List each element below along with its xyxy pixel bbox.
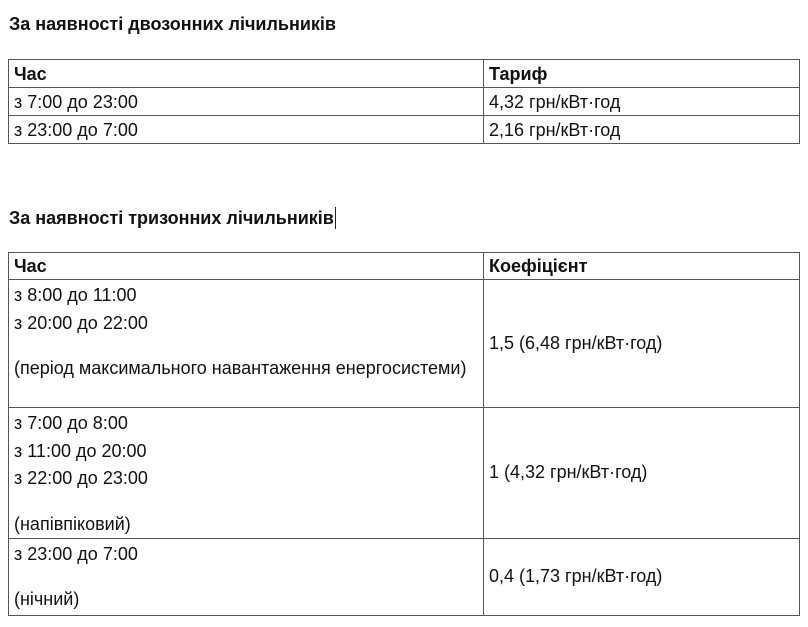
time-cell: [9, 538, 484, 615]
time-range: з 7:00 до 8:00: [14, 413, 128, 433]
three-zone-heading-text: За наявності тризонних лічильників: [9, 208, 334, 228]
table-header-row: [9, 253, 800, 280]
two-zone-heading: За наявності двозонних лічильників: [9, 14, 336, 34]
table-row: [9, 88, 800, 116]
time-cell: [9, 280, 484, 408]
table-row: [9, 408, 800, 539]
column-header-time: Час: [9, 253, 484, 280]
three-zone-coefficient-table: [8, 252, 800, 616]
column-header-time: Час: [9, 60, 484, 88]
tariff-cell: 4,32 грн/кВт·год: [484, 88, 800, 116]
two-zone-tariff-table: [8, 59, 800, 144]
three-zone-heading: [9, 207, 336, 229]
table-row: [9, 280, 800, 408]
table-row: [9, 538, 800, 615]
time-range: з 8:00 до 11:00: [14, 285, 137, 305]
column-header-tariff: Тариф: [484, 60, 800, 88]
time-range: з 22:00 до 23:00: [14, 468, 148, 488]
zone-note: (період максимального навантаження енергосистеми): [14, 358, 467, 378]
time-range: з 11:00 до 20:00: [14, 440, 147, 461]
table-header-row: [9, 60, 800, 88]
zone-note: (напівпіковий): [14, 513, 131, 534]
coefficient-cell: 0,4 (1,73 грн/кВт·год): [484, 538, 800, 615]
time-cell: з 7:00 до 23:00: [9, 88, 484, 116]
time-range: з 20:00 до 22:00: [14, 312, 148, 333]
column-header-coefficient: Коефіцієнт: [484, 253, 800, 280]
time-range: з 23:00 до 7:00: [14, 543, 138, 564]
coefficient-cell: 1 (4,32 грн/кВт·год): [484, 408, 800, 539]
text-cursor: [335, 207, 336, 229]
coefficient-cell: 1,5 (6,48 грн/кВт·год): [484, 280, 800, 408]
table-row: [9, 116, 800, 144]
tariff-cell: 2,16 грн/кВт·год: [484, 116, 800, 144]
time-cell: з 23:00 до 7:00: [9, 116, 484, 144]
time-cell: [9, 408, 484, 539]
zone-note: (нічний): [14, 589, 80, 609]
